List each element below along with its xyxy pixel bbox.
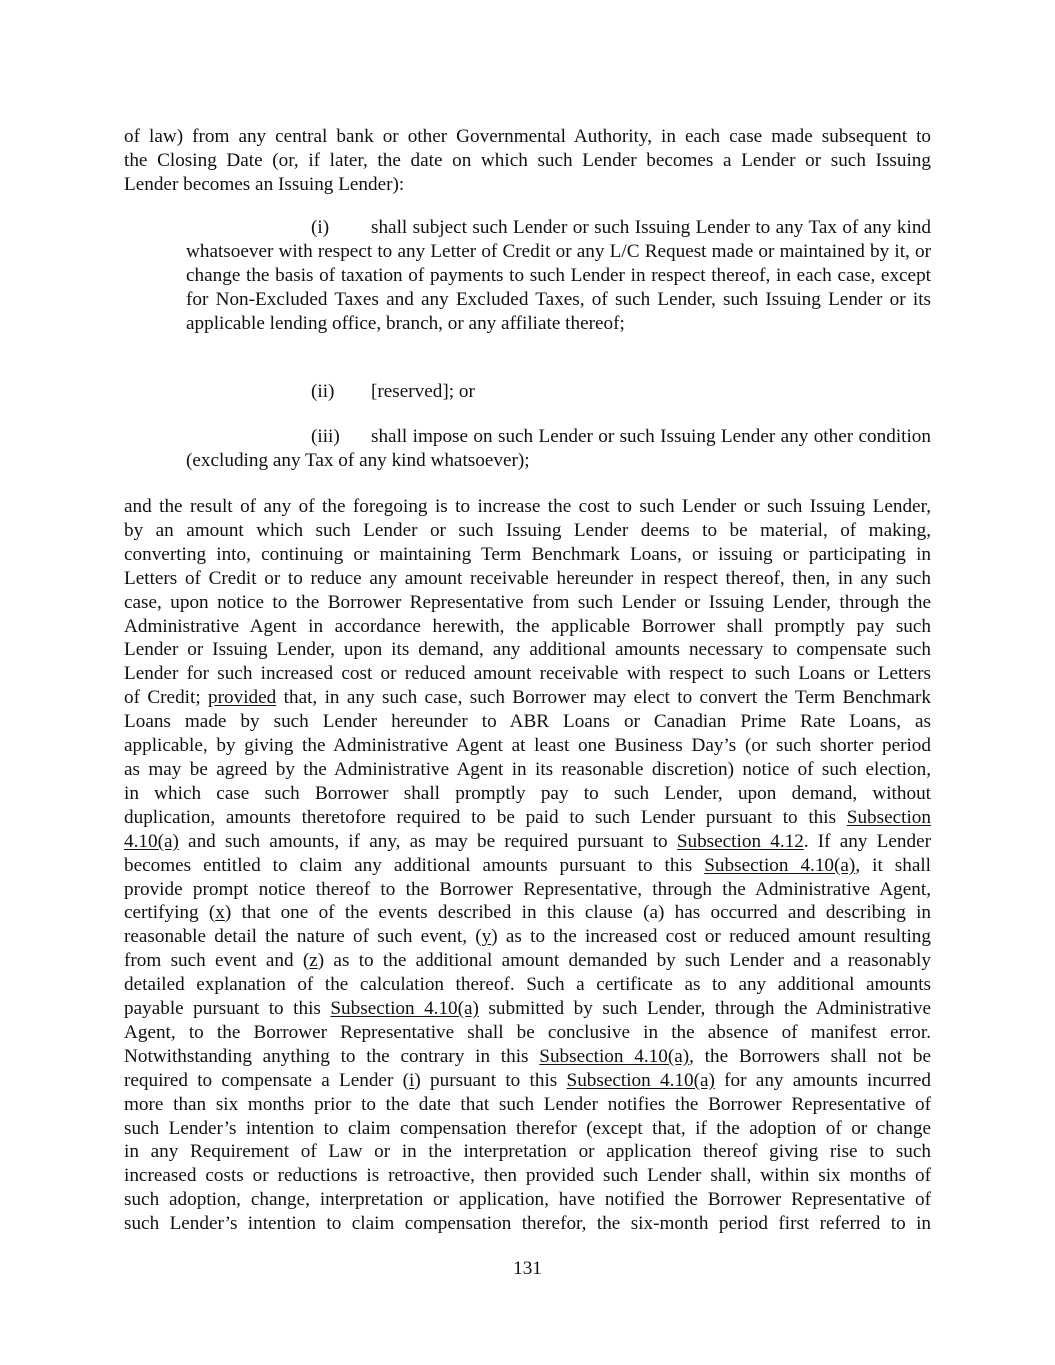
text-run: . If any Lender bbox=[803, 830, 931, 852]
clause-text-first: [reserved]; or bbox=[371, 381, 475, 402]
text-run: from such event and ( bbox=[124, 950, 310, 972]
text-run: ) as to the additional amount demanded by such Lender and a reasonably bbox=[317, 950, 931, 972]
item-marker: z bbox=[309, 950, 318, 972]
text-line: Agent, to the Borrower Representative shall be conclusive in the absence of manifest error. bbox=[124, 1021, 931, 1043]
text-line: the Closing Date (or, if later, the date on which such Lender becomes a Lender or such Issuing bbox=[124, 149, 931, 171]
text-line: such Lender’s intention to claim compensation therefor, the six-month period first referred to in bbox=[124, 1213, 931, 1235]
text-line bbox=[124, 949, 931, 973]
text-run: for any amounts incurred bbox=[714, 1069, 931, 1091]
clause-ii bbox=[186, 380, 931, 404]
clause-text-rest: condition (excluding any Tax of any kind whatsoever); bbox=[186, 426, 931, 471]
subsection-reference: Subsection 4.12 bbox=[676, 830, 804, 852]
clause-text-first: shall impose on such Lender or such Issuing Lender any other bbox=[371, 426, 854, 447]
clause-number: (i) bbox=[311, 217, 330, 238]
text-run: and such amounts, if any, as may be required pursuant to bbox=[178, 830, 677, 852]
text-run: ) that one of the events described in this clause (a) has occurred and describing in bbox=[224, 902, 931, 924]
text-line: Lender for such increased cost or reduced amount receivable with respect to such Loans or Letters bbox=[124, 663, 931, 685]
subsection-reference: Subsection 4.10(a) bbox=[539, 1045, 690, 1067]
text-line: as may be agreed by the Administrative Agent in its reasonable discretion) notice of such election, bbox=[124, 758, 931, 780]
clause-text-first: shall subject such Lender or such Issuing Lender to any Tax of any bbox=[371, 217, 892, 238]
text-run: ) as to the increased cost or reduced amount resulting bbox=[491, 926, 931, 948]
text-line: such Lender’s intention to claim compensation therefor (except that, if the adoption of or change bbox=[124, 1117, 931, 1139]
text-run: certifying ( bbox=[124, 902, 216, 924]
text-run: , the Borrowers shall not be bbox=[689, 1045, 931, 1067]
clause-number: (iii) bbox=[311, 426, 340, 447]
clause-i bbox=[186, 216, 931, 336]
text-line bbox=[124, 686, 931, 710]
item-marker: i bbox=[409, 1069, 415, 1091]
text-run: Notwithstanding anything to the contrary in this bbox=[124, 1045, 540, 1067]
text-line: converting into, continuing or maintaining Term Benchmark Loans, or issuing or participating in bbox=[124, 543, 931, 565]
text-run: of Credit; bbox=[124, 687, 209, 709]
text-line: in which case such Borrower shall promptly pay to such Lender, upon demand, without bbox=[124, 782, 931, 804]
text-line bbox=[124, 901, 931, 925]
item-marker: y bbox=[481, 926, 492, 948]
text-run: required to compensate a Lender ( bbox=[124, 1069, 409, 1091]
text-line: Lender or Issuing Lender, upon its demand, any additional amounts necessary to compensate such bbox=[124, 639, 931, 661]
subsection-reference: Subsection 4.10(a) bbox=[704, 854, 856, 876]
text-line: case, upon notice to the Borrower Representative from such Lender or Issuing Lender, through the bbox=[124, 591, 931, 613]
text-line bbox=[124, 830, 931, 854]
provided-term: provided bbox=[208, 687, 277, 709]
text-run: , it shall bbox=[855, 854, 931, 876]
item-marker: x bbox=[215, 902, 225, 924]
text-run: ) pursuant to this bbox=[414, 1069, 567, 1091]
subsection-reference: Subsection 4.10(a) bbox=[566, 1069, 715, 1091]
text-line bbox=[124, 806, 931, 830]
text-line: provide prompt notice thereof to the Borrower Representative, through the Administrative Agent, bbox=[124, 878, 931, 900]
text-line: detailed explanation of the calculation thereof. Such a certificate as to any additional amounts bbox=[124, 974, 931, 996]
subsection-reference: Subsection bbox=[846, 806, 931, 828]
clause-number: (ii) bbox=[311, 381, 335, 402]
text-line: in any Requirement of Law or in the interpretation or application thereof giving rise to such bbox=[124, 1141, 931, 1163]
subsection-reference: Subsection 4.10(a) bbox=[330, 998, 479, 1020]
text-line: increased costs or reductions is retroactive, then provided such Lender shall, within six months of bbox=[124, 1165, 931, 1187]
text-run: duplication, amounts theretofore required to be paid to such Lender pursuant to this bbox=[124, 806, 847, 828]
page-number: 131 bbox=[513, 1258, 542, 1279]
clause-text-rest: kind whatsoever with respect to any Letter of Credit or any L/C Request made or maintained by it, or change the basis of taxation of payments to such Lender in respect thereof, in each case, except for Non-Excluded Taxes and any Excluded Taxes, of such Lender, such Issuing Lender or its applicable lending office, branch, or any affiliate thereof; bbox=[186, 217, 932, 334]
text-line: Administrative Agent in accordance herewith, the applicable Borrower shall promptly pay such bbox=[124, 615, 931, 637]
text-line: more than six months prior to the date that such Lender notifies the Borrower Representative of bbox=[124, 1093, 931, 1115]
text-line bbox=[124, 1069, 931, 1093]
text-line: by an amount which such Lender or such Issuing Lender deems to be material, of making, bbox=[124, 519, 931, 541]
text-run: payable pursuant to this bbox=[124, 998, 331, 1020]
subsection-reference: 4.10(a) bbox=[124, 830, 179, 852]
text-line bbox=[124, 997, 931, 1021]
clause-iii bbox=[186, 425, 931, 473]
text-line: of law) from any central bank or other Governmental Authority, in each case made subsequent to bbox=[124, 126, 931, 147]
text-run: reasonable detail the nature of such event, ( bbox=[124, 926, 482, 948]
intro-paragraph bbox=[124, 125, 931, 197]
main-paragraph bbox=[124, 495, 931, 1236]
text-line: Letters of Credit or to reduce any amount receivable hereunder in respect thereof, then, in any such bbox=[124, 567, 931, 589]
text-line bbox=[124, 1045, 931, 1069]
text-line bbox=[124, 854, 931, 878]
text-line: Loans made by such Lender hereunder to ABR Loans or Canadian Prime Rate Loans, as bbox=[124, 711, 931, 733]
text-line: Lender becomes an Issuing Lender): bbox=[124, 173, 405, 195]
text-line: such adoption, change, interpretation or application, have notified the Borrower Representative of bbox=[124, 1189, 931, 1211]
text-run: submitted by such Lender, through the Administrative bbox=[478, 998, 931, 1020]
text-run: that, in any such case, such Borrower may elect to convert the Term Benchmark bbox=[276, 687, 931, 709]
text-line: applicable, by giving the Administrative Agent at least one Business Day’s (or such shorter period bbox=[124, 735, 931, 757]
text-line: and the result of any of the foregoing is to increase the cost to such Lender or such Issuing Lender, bbox=[124, 496, 931, 517]
text-run: becomes entitled to claim any additional amounts pursuant to this bbox=[124, 854, 705, 876]
text-line bbox=[124, 925, 931, 949]
